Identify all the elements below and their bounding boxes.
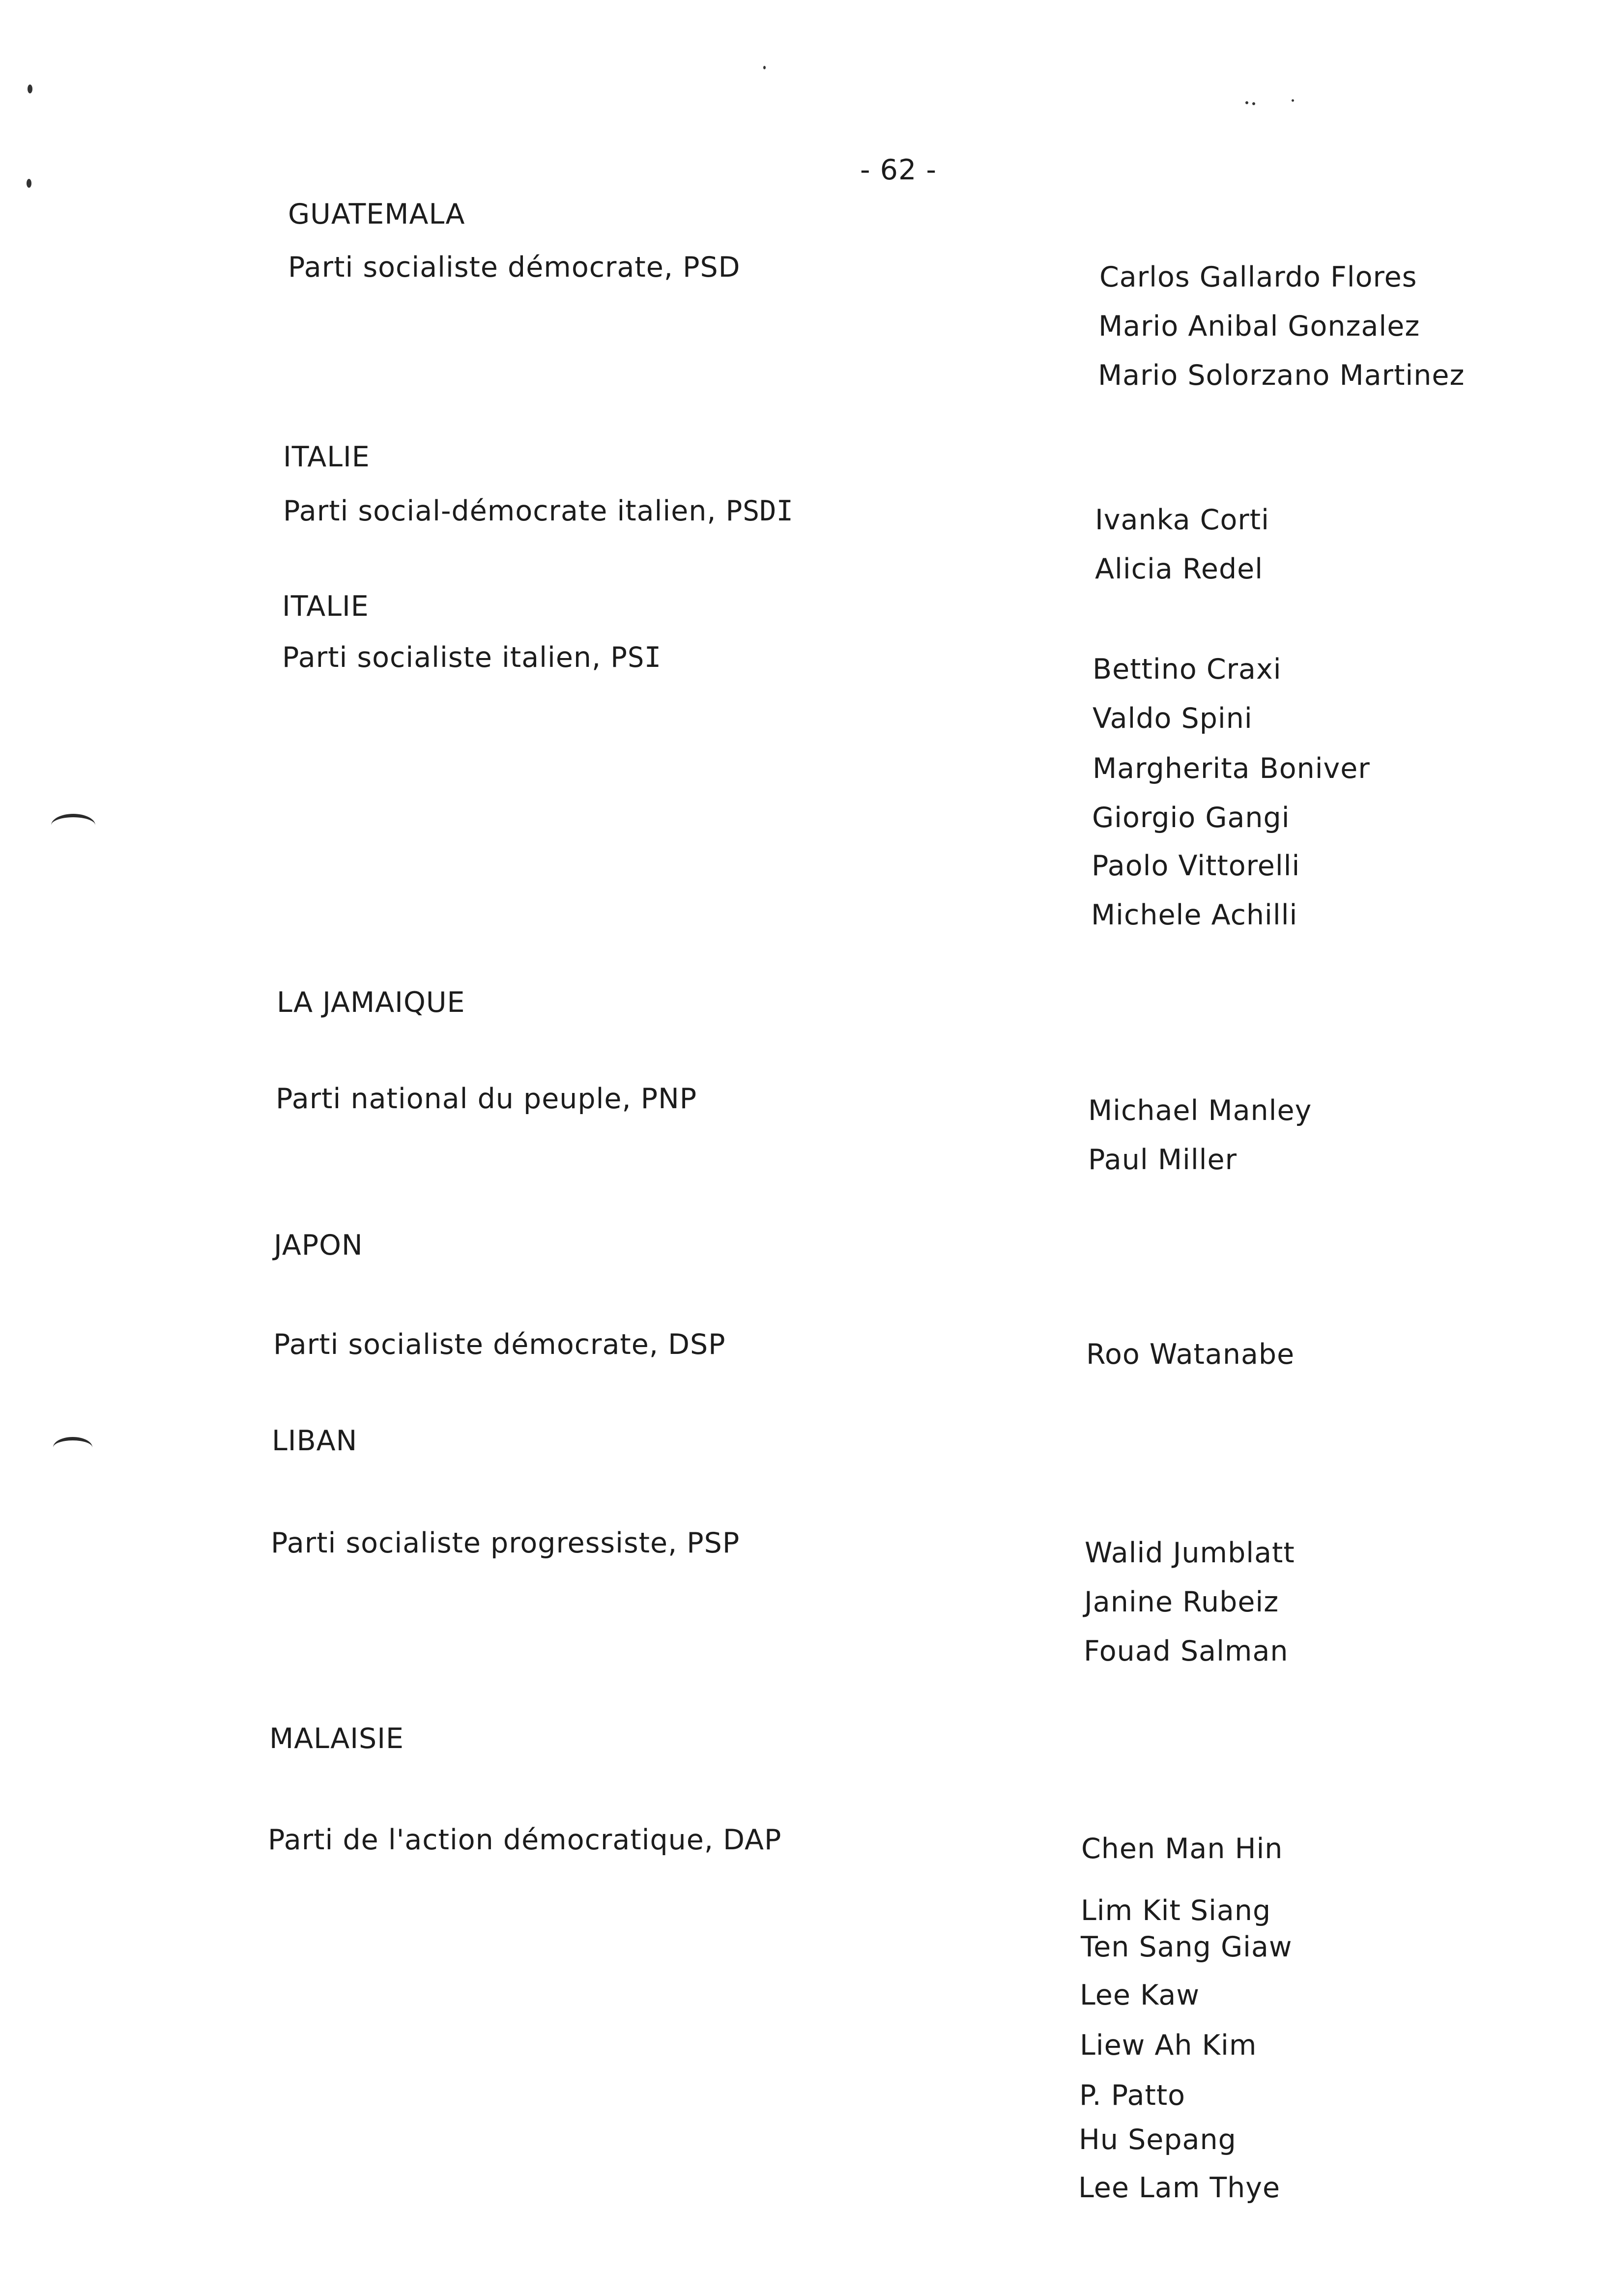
member-name: Walid Jumblatt: [1085, 1537, 1295, 1569]
member-name: Lee Lam Thye: [1078, 2172, 1281, 2204]
country-heading-italie-psdi: ITALIE: [283, 441, 370, 473]
country-heading-jamaique: LA JAMAIQUE: [277, 986, 465, 1019]
hole-punch-mark: [51, 814, 95, 837]
member-name: Fouad Salman: [1084, 1635, 1289, 1667]
country-heading-guatemala: GUATEMALA: [288, 198, 465, 230]
member-name: P. Patto: [1079, 2079, 1186, 2112]
member-name: Bettino Craxi: [1093, 653, 1282, 686]
member-name: Chen Man Hin: [1081, 1833, 1283, 1865]
party-name-psp: Parti socialiste progressiste, PSP: [271, 1527, 740, 1559]
country-heading-malaisie: MALAISIE: [269, 1722, 404, 1755]
member-name: Paul Miller: [1088, 1144, 1238, 1176]
member-name: Janine Rubeiz: [1084, 1586, 1279, 1618]
party-name-pnp: Parti national du peuple, PNP: [276, 1083, 697, 1115]
country-heading-italie-psi: ITALIE: [282, 590, 369, 623]
member-name: Paolo Vittorelli: [1092, 850, 1300, 882]
party-name-dap: Parti de l'action démocratique, DAP: [268, 1824, 782, 1856]
member-name: Liew Ah Kim: [1080, 2029, 1257, 2062]
scan-speck: [1252, 102, 1255, 105]
party-name-psdi: Parti social-démocrate italien, PSDI: [283, 495, 793, 527]
member-name: Alicia Redel: [1095, 553, 1264, 585]
scan-speck: [28, 85, 32, 93]
party-name-dsp: Parti socialiste démocrate, DSP: [273, 1328, 726, 1361]
member-name: Carlos Gallardo Flores: [1099, 261, 1417, 293]
country-heading-japon: JAPON: [274, 1229, 363, 1262]
member-name: Lee Kaw: [1080, 1979, 1200, 2011]
member-name: Lim Kit Siang: [1081, 1894, 1271, 1927]
member-name: Ivanka Corti: [1095, 504, 1269, 536]
hole-punch-mark: [53, 1437, 92, 1458]
member-name: Michele Achilli: [1091, 899, 1298, 931]
member-name: Mario Anibal Gonzalez: [1098, 310, 1420, 343]
page-number: - 62 -: [860, 154, 937, 186]
scan-speck: [1245, 101, 1248, 104]
member-name: Ten Sang Giaw: [1081, 1931, 1293, 1963]
member-name: Hu Sepang: [1079, 2124, 1237, 2156]
member-name: Mario Solorzano Martinez: [1098, 359, 1465, 392]
member-name: Valdo Spini: [1093, 702, 1253, 735]
country-heading-liban: LIBAN: [272, 1425, 358, 1457]
member-name: Margherita Boniver: [1093, 752, 1370, 785]
scan-speck: [763, 66, 766, 69]
scan-speck: [1292, 99, 1294, 102]
member-name: Roo Watanabe: [1086, 1338, 1295, 1371]
party-name-psi: Parti socialiste italien, PSI: [282, 641, 662, 674]
member-name: Giorgio Gangi: [1092, 802, 1290, 834]
member-name: Michael Manley: [1088, 1094, 1312, 1127]
party-name-psd-guatemala: Parti socialiste démocrate, PSD: [288, 251, 741, 284]
scan-speck: [27, 179, 31, 188]
